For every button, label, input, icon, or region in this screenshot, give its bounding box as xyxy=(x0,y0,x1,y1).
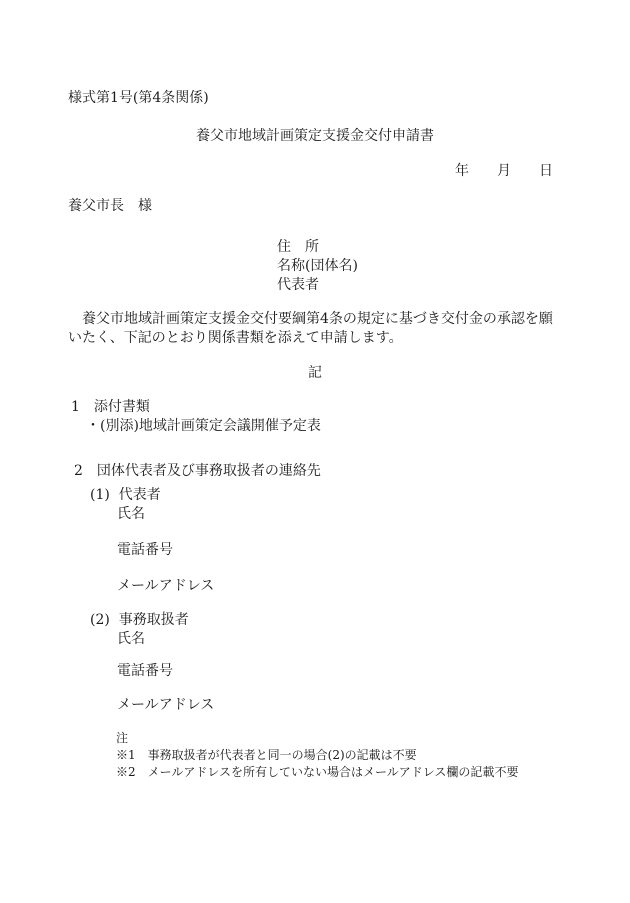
contacts-section-heading: 2 団体代表者及び事務取扱者の連絡先 xyxy=(74,463,321,479)
clerk-subsection-heading: (2) 事務取扱者 xyxy=(90,612,189,628)
applicant-representative-label: 代表者 xyxy=(277,277,319,293)
representative-name-label: 氏名 xyxy=(117,506,145,522)
date-line: 年 月 日 xyxy=(455,163,553,179)
form-number: 様式第1号(第4条関係) xyxy=(68,90,209,106)
record-marker: 記 xyxy=(308,365,322,381)
clerk-name-label: 氏名 xyxy=(117,631,145,647)
attachment-item: ・(別添)地域計画策定会議開催予定表 xyxy=(86,418,321,434)
note-2: ※2 メールアドレスを所有していない場合はメールアドレス欄の記載不要 xyxy=(116,765,519,779)
note-1: ※1 事務取扱者が代表者と同一の場合(2)の記載は不要 xyxy=(116,748,417,762)
clerk-phone-label: 電話番号 xyxy=(117,663,173,679)
document-title: 養父市地域計画策定支援金交付申請書 xyxy=(196,128,434,144)
applicant-name-label: 名称(団体名) xyxy=(277,258,358,274)
applicant-address-label: 住 所 xyxy=(277,239,319,255)
clerk-email-label: メールアドレス xyxy=(117,697,215,713)
addressee-line: 養父市長 様 xyxy=(68,198,152,214)
body-paragraph-line-1: 養父市地域計画策定支援金交付要綱第4条の規定に基づき交付金の承認を願 xyxy=(68,311,553,327)
representative-phone-label: 電話番号 xyxy=(117,542,173,558)
notes-label: 注 xyxy=(116,731,129,745)
representative-email-label: メールアドレス xyxy=(117,578,215,594)
body-paragraph-line-2: いたく、下記のとおり関係書類を添えて申請します。 xyxy=(68,330,403,346)
representative-subsection-heading: (1) 代表者 xyxy=(90,487,161,503)
attachments-section-heading: 1 添付書類 xyxy=(71,399,150,415)
